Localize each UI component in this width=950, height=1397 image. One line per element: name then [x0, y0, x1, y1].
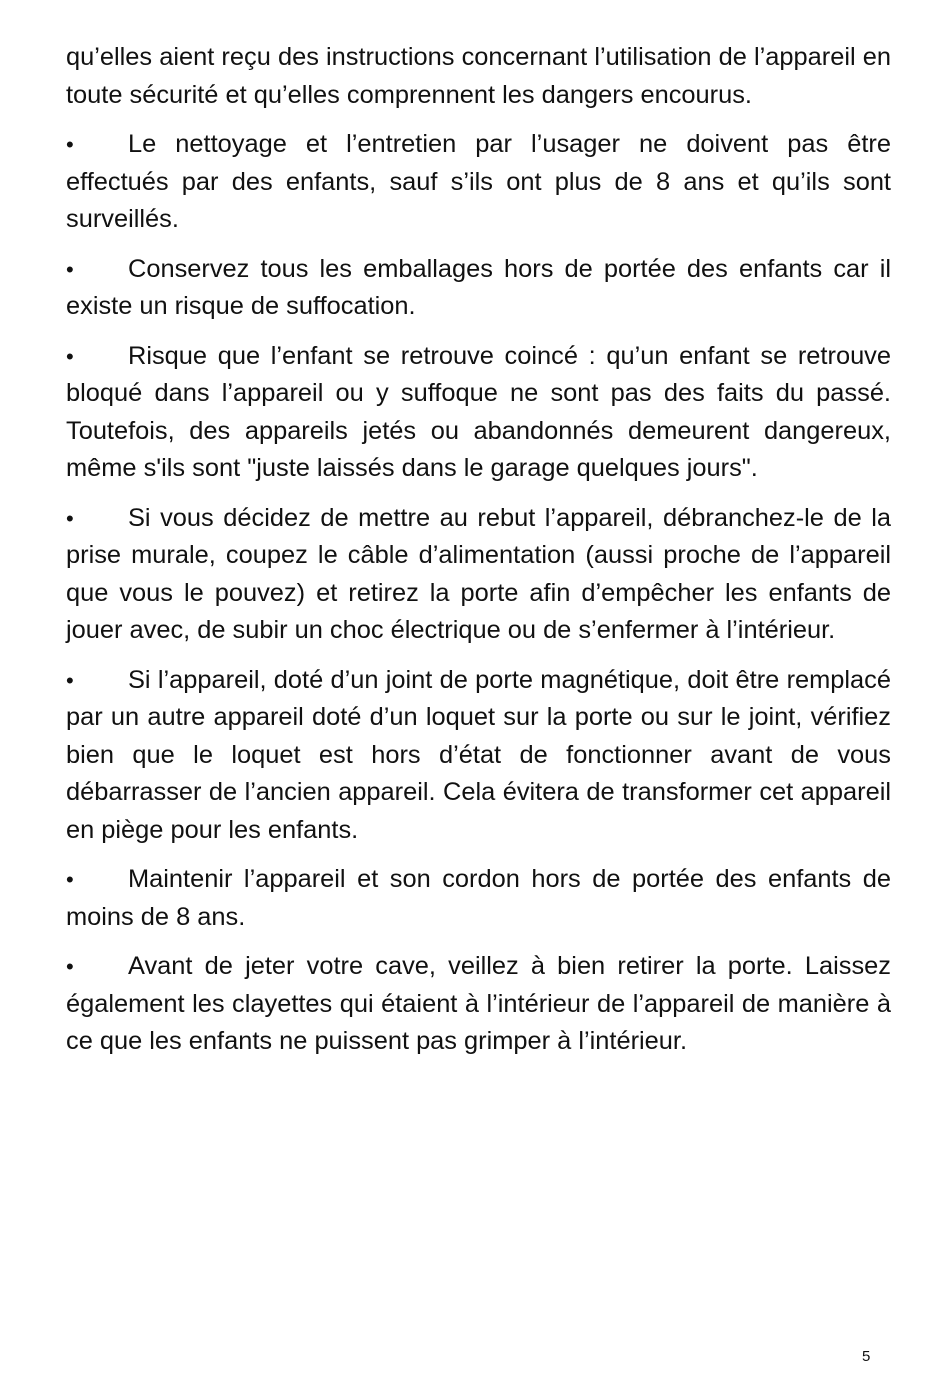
bullet-paragraph-1 [66, 126, 891, 239]
bullet-marker: • [66, 867, 74, 892]
bullet-text: Risque que l’enfant se retrouve coincé : qu’un enfant se retrouve bloqué dans l’appareil ou y suffoque ne sont pas des faits du passé. Toutefois, des appareils jetés ou abandonnés demeurent dangereux, même s'ils sont "juste laissés dans le garage quelques jours". [66, 341, 891, 482]
page-content [66, 39, 891, 1073]
bullet-marker: • [66, 954, 74, 979]
page-number: 5 [862, 1348, 871, 1365]
bullet-text: Conservez tous les emballages hors de portée des enfants car il existe un risque de suffocation. [66, 254, 891, 320]
bullet-text: Si l’appareil, doté d’un joint de porte magnétique, doit être remplacé par un autre appareil doté d’un loquet sur la porte ou sur le joint, vérifiez bien que le loquet est hors d’état de fonctionner avant de vous débarrasser de l’ancien appareil. Cela évitera de transformer cet appareil en piège pour les enfants. [66, 665, 891, 844]
bullet-paragraph-7 [66, 948, 891, 1061]
bullet-paragraph-6 [66, 861, 891, 936]
bullet-marker: • [66, 132, 74, 157]
bullet-paragraph-4 [66, 500, 891, 650]
bullet-marker: • [66, 505, 74, 531]
bullet-marker: • [66, 667, 74, 693]
bullet-paragraph-2 [66, 251, 891, 326]
bullet-text: Avant de jeter votre cave, veillez à bien retirer la porte. Laissez également les clayettes qui étaient à l’intérieur de l’appareil de manière à ce que les enfants ne puissent pas grimper à l’intérieur. [66, 952, 891, 1055]
bullet-paragraph-5 [66, 662, 891, 850]
intro-paragraph: qu’elles aient reçu des instructions concernant l’utilisation de l’appareil en toute sécurité et qu’elles comprennent les dangers encourus. [66, 43, 891, 109]
bullet-marker: • [66, 256, 74, 282]
bullet-text: Maintenir l’appareil et son cordon hors de portée des enfants de moins de 8 ans. [66, 865, 891, 931]
bullet-paragraph-3 [66, 338, 891, 488]
bullet-text: Le nettoyage et l’entretien par l’usager ne doivent pas être effectués par des enfants, sauf s’ils ont plus de 8 ans et qu’ils sont surveillés. [66, 130, 891, 233]
bullet-text: Si vous décidez de mettre au rebut l’appareil, débranchez-le de la prise murale, coupez le câble d’alimentation (aussi proche de l’appareil que vous le pouvez) et retirez la porte afin d’empêcher les enfants de jouer avec, de subir un choc électrique ou de s’enfermer à l’intérieur. [66, 503, 891, 644]
bullet-marker: • [66, 343, 74, 369]
